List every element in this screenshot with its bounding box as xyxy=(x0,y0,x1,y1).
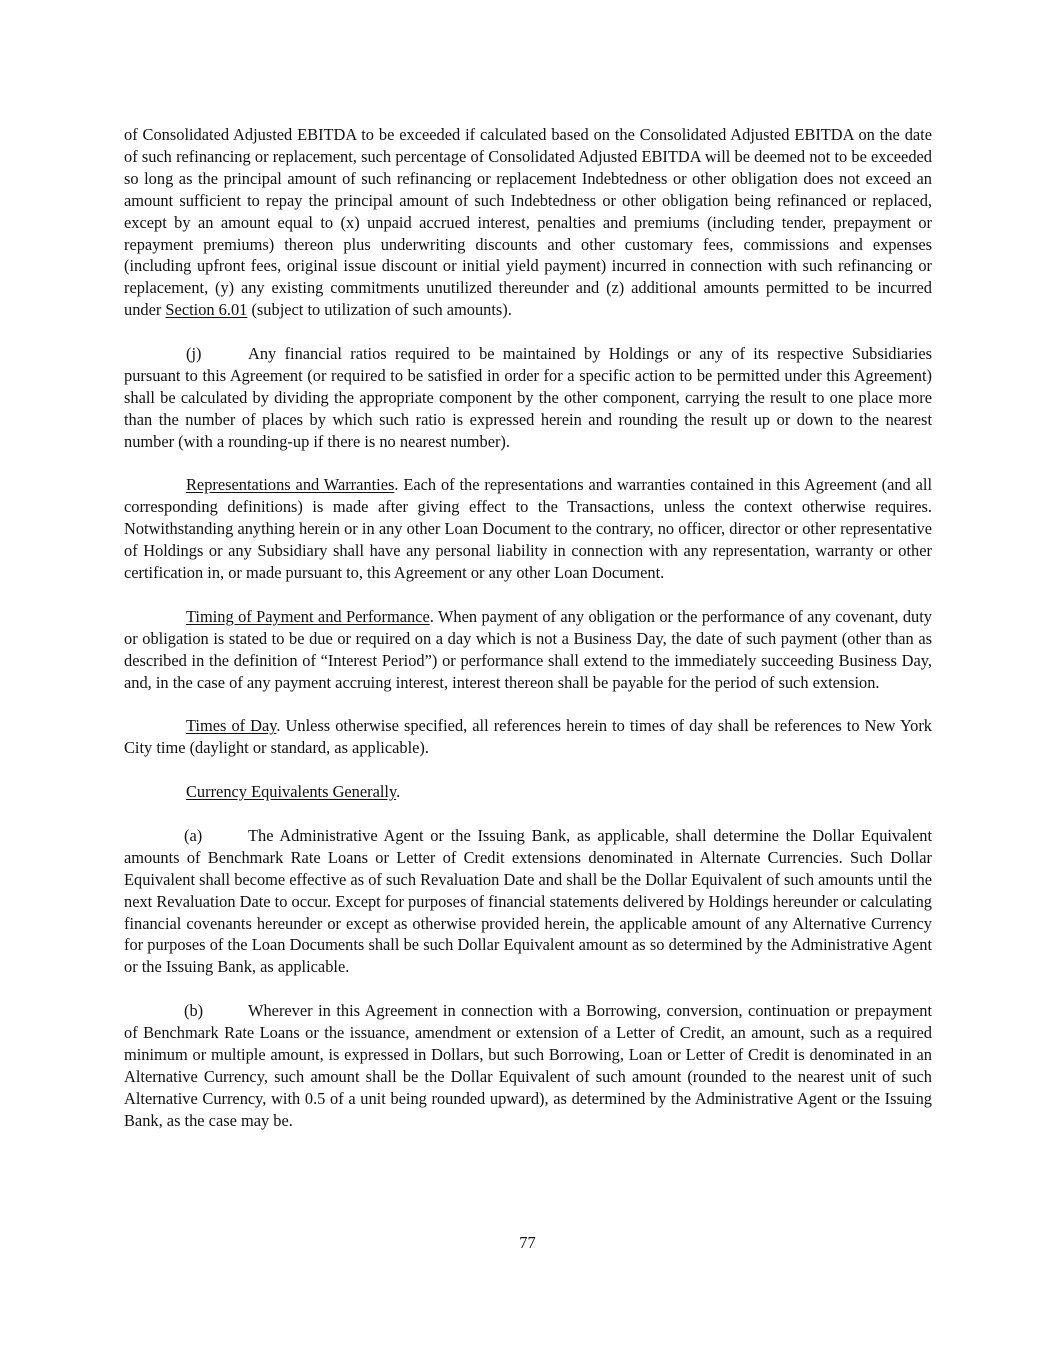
clause-b-label: (b) xyxy=(184,1001,204,1021)
timing-paragraph xyxy=(124,606,932,694)
page-number: 77 xyxy=(519,1233,536,1252)
times-of-day-heading: Times of Day xyxy=(186,716,277,736)
clause-a-paragraph xyxy=(124,825,932,978)
currency-heading-paragraph xyxy=(124,781,932,803)
clause-j-paragraph xyxy=(124,343,932,453)
representations-text: . Each of the representations and warranties contained in this Agreement (and all corresponding definitions) is made after giving effect to the Transactions, unless the context otherwise requires. Notwithstanding anything herein or in any other Loan Document to the contrary, no officer, director or other representative of Holdings or any Subsidiary shall have any personal liability in connection with any representation, warranty or other certification in, or made pursuant to, this Agreement or any other Loan Document. xyxy=(124,475,932,583)
section-reference-link[interactable]: Section 6.01 xyxy=(165,300,248,320)
continuation-paragraph xyxy=(124,124,932,321)
clause-j-label: (j) xyxy=(186,344,202,364)
continuation-text-end: (subject to utilization of such amounts). xyxy=(247,300,512,320)
clause-b-text: Wherever in this Agreement in connection with a Borrowing, conversion, continuation or prepayment of Benchmark Rate Loans or the issuance, amendment or extension of a Letter of Credit, an amount, such as a required minimum or multiple amount, is expressed in Dollars, but such Borrowing, Loan or Letter of Credit is denominated in an Alternative Currency, such amount shall be the Dollar Equivalent of such amount (rounded to the nearest unit of such Alternative Currency, with 0.5 of a unit being rounded upward), as determined by the Administrative Agent or the Issuing Bank, as the case may be. xyxy=(124,1001,932,1130)
continuation-text: of Consolidated Adjusted EBITDA to be exceeded if calculated based on the Consolidated Adjusted EBITDA on the date of such refinancing or replacement, such percentage of Consolidated Adjusted EBITDA will be deemed not to be exceeded so long as the principal amount of such refinancing or replacement Indebtedness or other obligation does not exceed an amount sufficient to repay the principal amount of such Indebtedness or other obligation being refinanced or replaced, except by an amount equal to (x) unpaid accrued interest, penalties and premiums (including tender, prepayment or repayment premiums) thereon plus underwriting discounts and other customary fees, commissions and expenses (including upfront fees, original issue discount or initial yield payment) incurred in connection with such refinancing or replacement, (y) any existing commitments unutilized thereunder and (z) additional amounts permitted to be incurred under xyxy=(124,125,932,320)
times-of-day-text: . Unless otherwise specified, all references herein to times of day shall be references to New York City time (daylight or standard, as applicable). xyxy=(124,716,932,758)
times-of-day-paragraph xyxy=(124,715,932,759)
clause-j-text: Any financial ratios required to be maintained by Holdings or any of its respective Subsidiaries pursuant to this Agreement (or required to be satisfied in order for a specific action to be permitted under this Agreement) shall be calculated by dividing the appropriate component by the other component, carrying the result to one place more than the number of places by which such ratio is expressed herein and rounding the result up or down to the nearest number (with a rounding-up if there is no nearest number). xyxy=(124,344,932,451)
clause-a-text: The Administrative Agent or the Issuing Bank, as applicable, shall determine the Dollar Equivalent amounts of Benchmark Rate Loans or Letter of Credit extensions denominated in Alternate Currencies. Such Dollar Equivalent shall become effective as of such Revaluation Date and shall be the Dollar Equivalent of such amounts until the next Revaluation Date to occur. Except for purposes of financial statements delivered by Holdings hereunder or calculating financial covenants hereunder or except as otherwise provided herein, the applicable amount of any Alternative Currency for purposes of the Loan Documents shall be such Dollar Equivalent amount as so determined by the Administrative Agent or the Issuing Bank, as applicable. xyxy=(124,825,932,977)
clause-a-label: (a) xyxy=(184,825,203,845)
representations-paragraph xyxy=(124,474,932,584)
currency-heading: Currency Equivalents Generally xyxy=(186,782,397,802)
representations-heading: Representations and Warranties xyxy=(186,475,395,495)
timing-text: . When payment of any obligation or the performance of any covenant, duty or obligation is stated to be due or required on a day which is not a Business Day, the date of such payment (other than as described in the definition of “Interest Period”) or performance shall extend to the immediately succeeding Business Day, and, in the case of any payment accruing interest, interest thereon shall be payable for the period of such extension. xyxy=(124,606,932,692)
clause-b-paragraph xyxy=(124,1000,932,1131)
document-page xyxy=(124,124,932,1132)
timing-heading: Timing of Payment and Performance xyxy=(186,606,430,626)
currency-heading-suffix: . xyxy=(396,782,401,802)
